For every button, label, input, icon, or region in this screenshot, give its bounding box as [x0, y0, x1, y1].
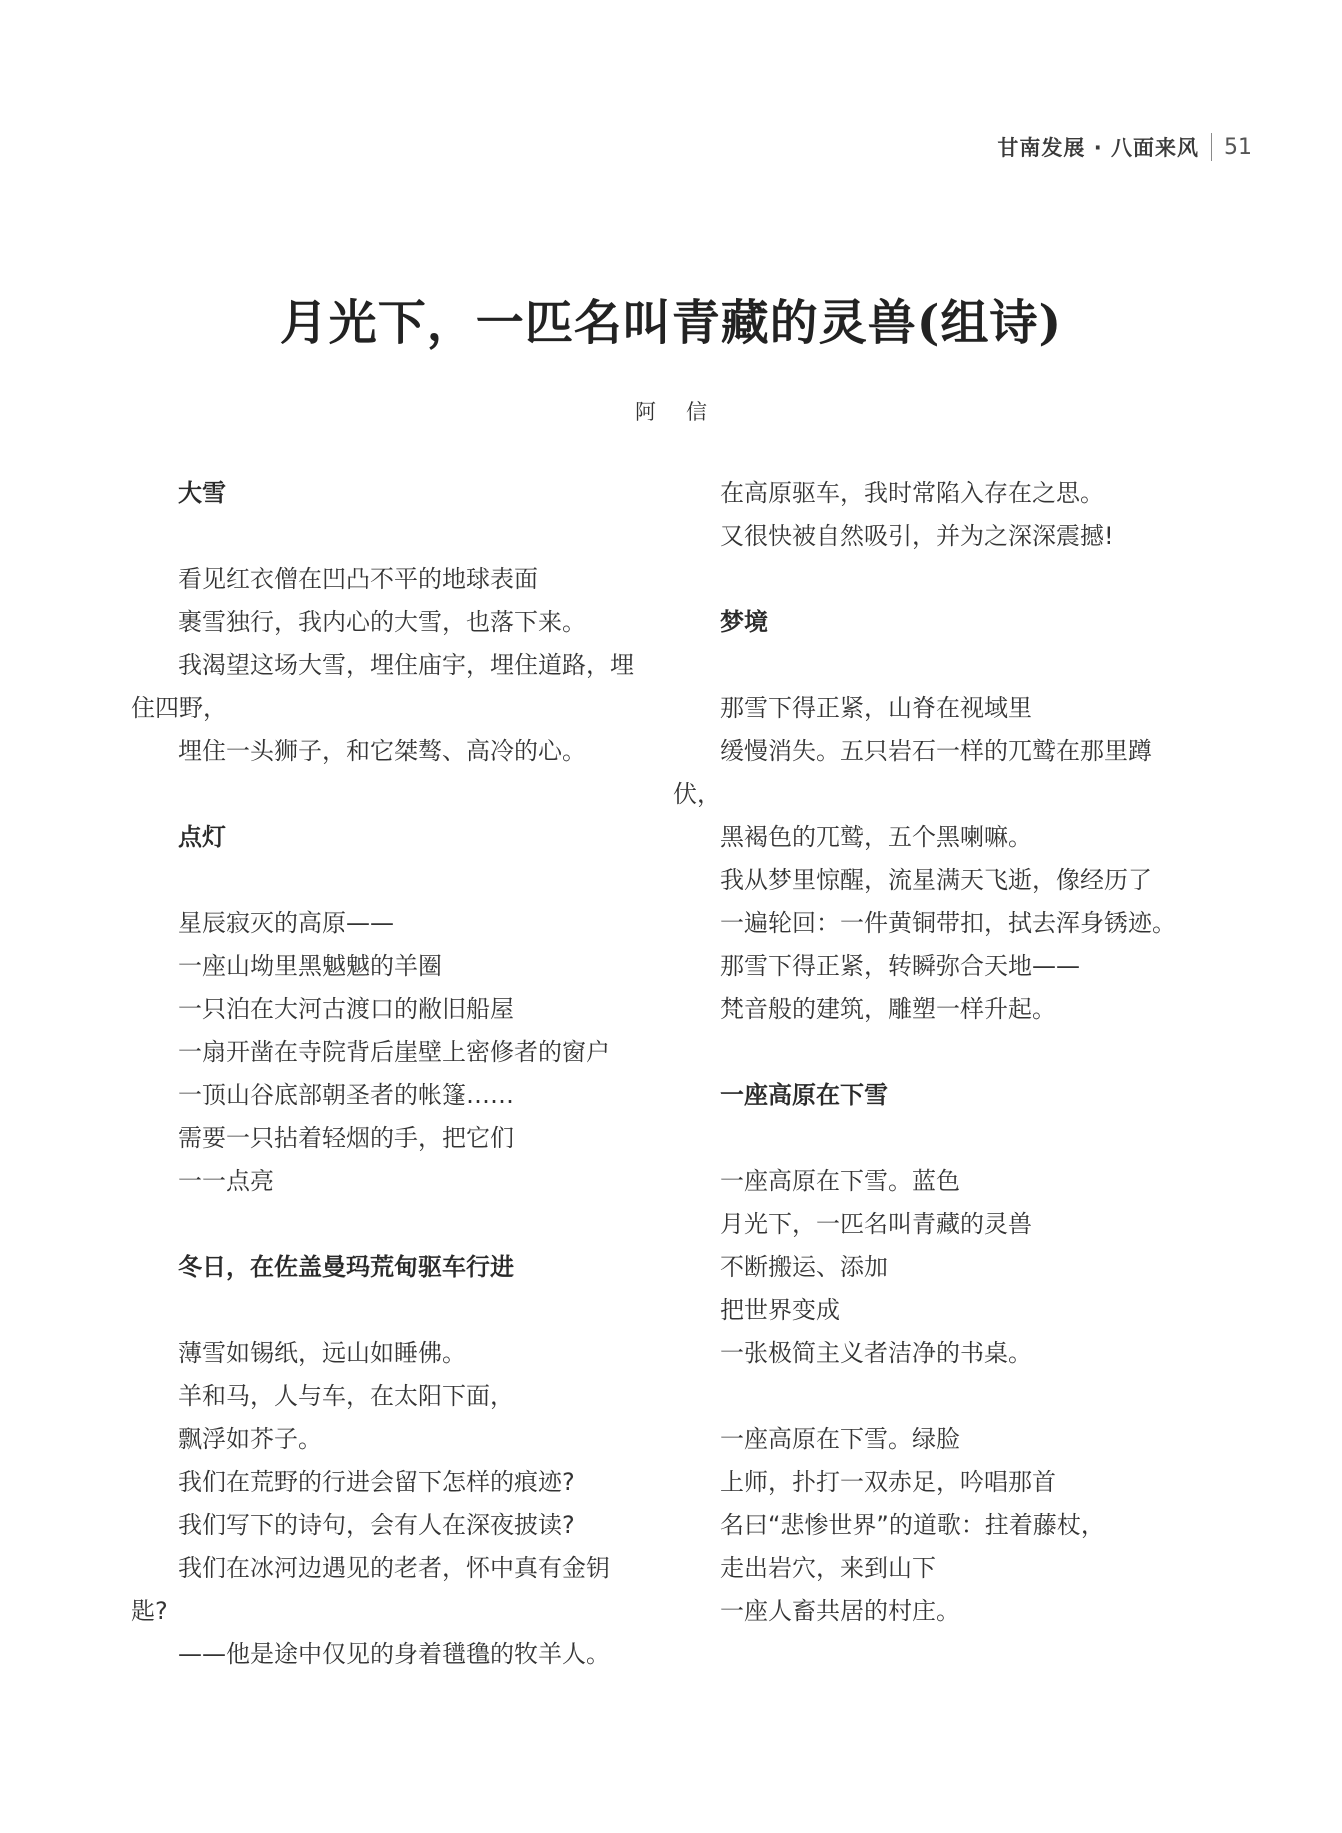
poem-line: 把世界变成 — [720, 1296, 840, 1324]
poem-heading: 大雪 — [178, 479, 226, 507]
poem-heading: 一座高原在下雪 — [720, 1081, 888, 1109]
poem-line: 我们在冰河边遇见的老者，怀中真有金钥 — [178, 1554, 610, 1582]
poem-line: 一顶山谷底部朝圣者的帐篷…… — [178, 1081, 514, 1109]
poem-line: 在高原驱车，我时常陷入存在之思。 — [720, 479, 1104, 507]
poem-line: ——他是途中仅见的身着氆氇的牧羊人。 — [178, 1640, 610, 1668]
poem-line: 我们写下的诗句，会有人在深夜披读? — [178, 1511, 575, 1539]
poem-line: 飘浮如芥子。 — [178, 1425, 322, 1453]
poem-line: 我从梦里惊醒，流星满天飞逝，像经历了 — [720, 866, 1152, 894]
poem-line: 看见红衣僧在凹凸不平的地球表面 — [178, 565, 538, 593]
poem-line: 一扇开凿在寺院背后崖壁上密修者的窗户 — [178, 1038, 610, 1066]
poem-line: 不断搬运、添加 — [720, 1253, 888, 1281]
poem-line: 一座人畜共居的村庄。 — [720, 1597, 960, 1625]
poem-line: 裹雪独行，我内心的大雪，也落下来。 — [178, 608, 586, 636]
blank-line — [178, 1289, 678, 1332]
poem-line: 又很快被自然吸引，并为之深深震撼! — [720, 522, 1114, 550]
poem-line: 埋住一头狮子，和它桀骜、高冷的心。 — [178, 737, 586, 765]
poem-heading: 梦境 — [720, 608, 768, 636]
left-column — [131, 472, 678, 1676]
blank-line — [720, 644, 1230, 687]
poem-line: 一一点亮 — [178, 1167, 274, 1195]
blank-line — [178, 515, 678, 558]
poem-heading: 冬日，在佐盖曼玛荒甸驱车行进 — [178, 1253, 514, 1281]
blank-line — [720, 1375, 1230, 1418]
header-section-title: 甘南发展 · 八面来风 — [997, 136, 1199, 160]
blank-line — [720, 1031, 1230, 1074]
poem-line: 需要一只拈着轻烟的手，把它们 — [178, 1124, 514, 1152]
poem-heading: 点灯 — [178, 823, 226, 851]
poem-line: 一座高原在下雪。蓝色 — [720, 1167, 960, 1195]
blank-line — [178, 859, 678, 902]
blank-line — [720, 1117, 1230, 1160]
poem-line: 我们在荒野的行进会留下怎样的痕迹? — [178, 1468, 575, 1496]
page-number: 51 — [1224, 134, 1252, 160]
header-divider — [1211, 133, 1212, 161]
poem-line: 一座山坳里黑魆魆的羊圈 — [178, 952, 442, 980]
poem-line: 缓慢消失。五只岩石一样的兀鹫在那里蹲 — [720, 737, 1152, 765]
poem-line: 上师，扑打一双赤足，吟唱那首 — [720, 1468, 1056, 1496]
poem-line: 黑褐色的兀鹫，五个黑喇嘛。 — [720, 823, 1032, 851]
blank-line — [178, 773, 678, 816]
poem-line: 我渴望这场大雪，埋住庙宇，埋住道路，埋 — [178, 651, 634, 679]
poem-line: 那雪下得正紧，山脊在视域里 — [720, 694, 1032, 722]
running-header — [997, 130, 1252, 164]
poem-line: 月光下，一匹名叫青藏的灵兽 — [720, 1210, 1032, 1238]
poem-line: 羊和马，人与车，在太阳下面， — [178, 1382, 514, 1410]
poem-line: 一只泊在大河古渡口的敝旧船屋 — [178, 995, 514, 1023]
blank-line — [720, 558, 1230, 601]
poem-line: 住四野， — [131, 694, 227, 722]
poem-line: 薄雪如锡纸，远山如睡佛。 — [178, 1339, 466, 1367]
poem-line: 一遍轮回：一件黄铜带扣，拭去浑身锈迹。 — [720, 909, 1176, 937]
right-column — [673, 472, 1230, 1633]
poem-line: 名曰“悲惨世界”的道歌：拄着藤杖， — [720, 1511, 1105, 1539]
blank-line — [178, 1203, 678, 1246]
author-name: 阿信 — [635, 400, 737, 424]
poem-line: 一座高原在下雪。绿脸 — [720, 1425, 960, 1453]
poem-line: 那雪下得正紧，转瞬弥合天地—— — [720, 952, 1080, 980]
poem-line: 伏， — [673, 780, 721, 808]
poem-line: 走出岩穴，来到山下 — [720, 1554, 936, 1582]
poem-line: 星辰寂灭的高原—— — [178, 909, 394, 937]
poem-line: 一张极简主义者洁净的书桌。 — [720, 1339, 1032, 1367]
poem-line: 匙? — [131, 1597, 168, 1625]
poem-line: 梵音般的建筑，雕塑一样升起。 — [720, 995, 1056, 1023]
article-title: 月光下，一匹名叫青藏的灵兽(组诗) — [279, 295, 1063, 351]
